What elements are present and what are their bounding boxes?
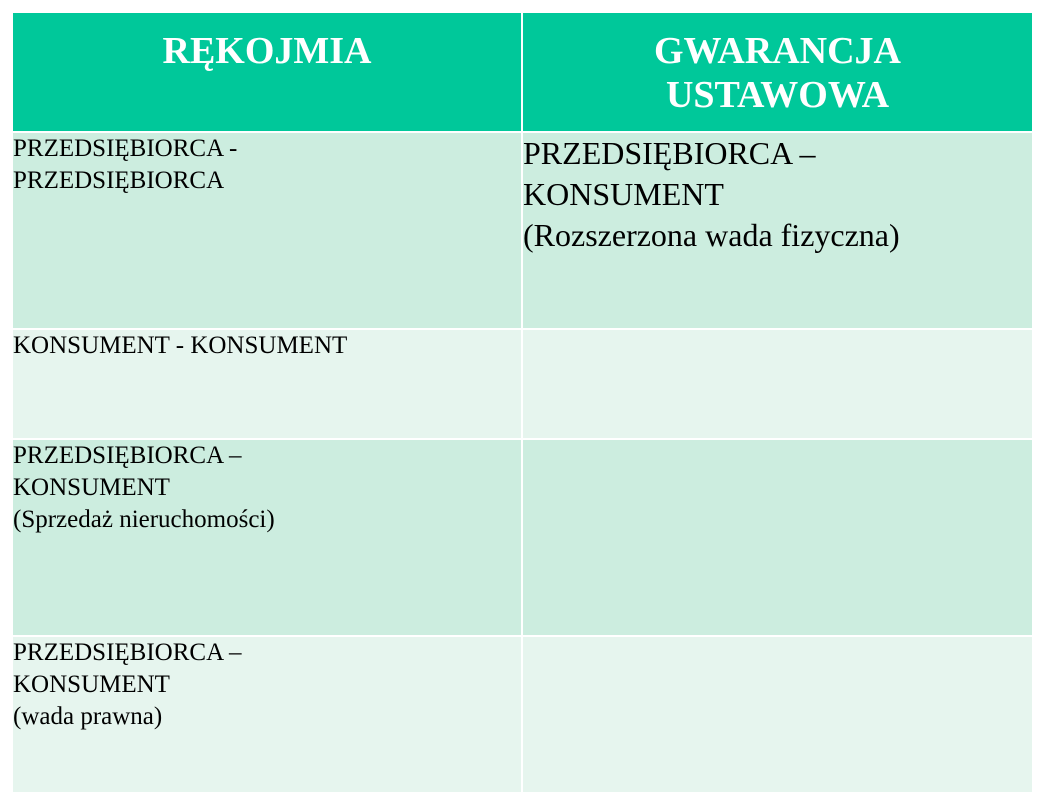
cell-gwarancja-row-3 bbox=[522, 439, 1033, 636]
header-gwarancja-line-1: GWARANCJA bbox=[654, 30, 901, 72]
table-row bbox=[12, 439, 1033, 636]
cell-line: KONSUMENT bbox=[13, 670, 170, 698]
header-rekojmia bbox=[12, 12, 522, 132]
header-rekojmia-text: RĘKOJMIA bbox=[162, 30, 372, 72]
cell-line: (Sprzedaż nieruchomości) bbox=[13, 506, 275, 534]
cell-line: PRZEDSIĘBIORCA – bbox=[13, 638, 242, 666]
header-gwarancja-line-2: USTAWOWA bbox=[665, 74, 890, 116]
cell-line: KONSUMENT - KONSUMENT bbox=[13, 331, 348, 359]
table-row bbox=[12, 132, 1033, 329]
cell-gwarancja-row-4 bbox=[522, 636, 1033, 793]
cell-line: (Rozszerzona wada fizyczna) bbox=[523, 217, 900, 254]
cell-line: PRZEDSIĘBIORCA bbox=[13, 167, 225, 195]
cell-line: PRZEDSIĘBIORCA – bbox=[523, 135, 816, 172]
cell-rekojmia-row-3 bbox=[12, 439, 522, 636]
cell-rekojmia-row-1 bbox=[12, 132, 522, 329]
table-row bbox=[12, 329, 1033, 439]
table-row bbox=[12, 636, 1033, 793]
cell-gwarancja-row-2 bbox=[522, 329, 1033, 439]
cell-line: (wada prawna) bbox=[13, 702, 163, 730]
header-gwarancja-ustawowa bbox=[522, 12, 1033, 132]
cell-line: PRZEDSIĘBIORCA - bbox=[13, 135, 238, 163]
cell-line: PRZEDSIĘBIORCA – bbox=[13, 442, 242, 470]
comparison-table bbox=[11, 11, 1034, 794]
cell-rekojmia-row-2 bbox=[12, 329, 522, 439]
table-header-row bbox=[12, 12, 1033, 132]
cell-line: KONSUMENT bbox=[13, 474, 170, 502]
cell-line: KONSUMENT bbox=[523, 176, 724, 213]
cell-rekojmia-row-4 bbox=[12, 636, 522, 793]
cell-gwarancja-row-1 bbox=[522, 132, 1033, 329]
